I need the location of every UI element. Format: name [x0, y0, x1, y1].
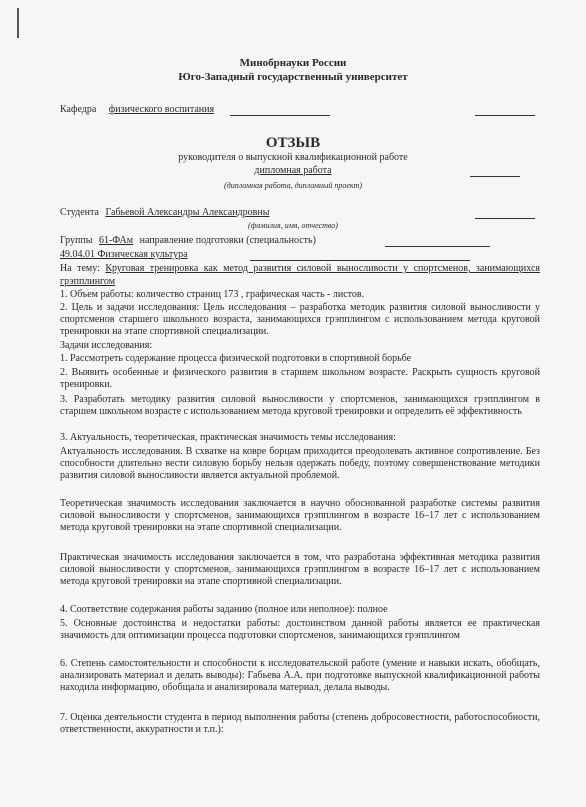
university-header: Юго-Западный государственный университет	[178, 71, 408, 83]
group-underline	[385, 246, 490, 247]
topic-label: На тему:	[60, 263, 100, 274]
item-task-3: 3. Разработать методику развития силовой выносливости у спортсменов, занимающихся грэпплингом в старшем школьном возрасте с использованием метода круговой тренировки и определить её эффективность	[60, 394, 540, 417]
student-label: Студента	[60, 207, 99, 218]
student-value: Габьевой Александры Александровны	[105, 207, 270, 218]
group-label: Группы	[60, 235, 93, 246]
group-value: 61-ФАм	[98, 235, 134, 246]
specialty: 49.04.01 Физическая культура	[60, 249, 188, 260]
work-type-hint: (дипломная работа, дипломный проект)	[223, 181, 363, 190]
scan-edge-mark	[17, 8, 19, 38]
topic-value: Круговая тренировка как метод развития силовой выносливости у спортсменов, занимающихся грэпплингом	[60, 263, 540, 287]
department-line	[60, 104, 224, 116]
work-type-underline-right	[470, 176, 520, 177]
specialty-underline	[250, 260, 470, 261]
item-volume: 1. Объем работы: количество страниц 173 , графическая часть - листов.	[60, 289, 365, 300]
doc-title: ОТЗЫВ	[265, 135, 321, 151]
department-value: физического воспитания	[108, 104, 215, 115]
group-line	[60, 235, 316, 247]
item-relevance-heading: 3. Актуальность, теоретическая, практическая значимость темы исследования:	[60, 432, 396, 443]
work-type: дипломная работа	[254, 165, 332, 176]
item-compliance: 4. Соответствие содержания работы заданию (полное или неполное): полное	[60, 604, 388, 615]
doc-subtitle: руководителя о выпускной квалификационной работе	[178, 152, 408, 163]
topic-line	[60, 262, 540, 288]
item-merits: 5. Основные достоинства и недостатки работы: достоинством данной работы является ее практическая значимость для оптимизации процесса подготовки спортсменов, занимающихся грэпплингом	[60, 618, 540, 641]
item-theoretical: Теоретическая значимость исследования заключается в научно обоснованной разработке системы развития силовой выносливости у спортсменов, занимающихся грэпплингом в возрасте 16–17 лет с использованием метода круговой тренировки на этапе спортивной специализации.	[60, 498, 540, 533]
item-practical: Практическая значимость исследования заключается в том, что разработана эффективная методика развития силовой выносливости у спортсменов, занимающихся грэпплингом в возрасте 16–17 лет с использованием метода круговой тренировки на этапе спортивной специализации.	[60, 552, 540, 587]
ministry-header: Минобрнауки России	[239, 57, 347, 69]
item-tasks-label: Задачи исследования:	[60, 340, 153, 351]
student-underline-right	[475, 218, 535, 219]
direction-label: направление подготовки (специальность)	[139, 235, 316, 246]
student-line	[60, 207, 269, 219]
item-task-1: 1. Рассмотреть содержание процесса физической подготовки в спортивной борьбе	[60, 353, 412, 364]
item-relevance: Актуальность исследования. В схватке на ковре борцам приходится преодолевать активное сопротивление. Без способности длительно вести силовую борьбу нельзя одержать победу, поэтому совершенствование методики развития силовой выносливости является актуальной проблемой.	[60, 446, 540, 481]
department-underline-right	[475, 115, 535, 116]
item-goal: 2. Цель и задачи исследования: Цель исследования – разработка методик развития силовой выносливости у спортсменов старшего школьного возраста, занимающихся грэпплингом с использованием метода круговой тренировки на этапе спортивной специализации.	[60, 302, 540, 337]
item-task-2: 2. Выявить особенные и физического развития в старшем школьном возрасте. Раскрыть сущность круговой тренировки.	[60, 367, 540, 390]
student-hint: (фамилия, имя, отчество)	[248, 221, 338, 230]
department-underline	[230, 115, 330, 116]
department-label: Кафедра	[60, 104, 97, 115]
item-independence: 6. Степень самостоятельности и способности к исследовательской работе (умение и навыки искать, обобщать, анализировать материал и делать выводы): Габьева А.А. при подготовке выпускной квалификационной работы находила информацию, обобщала и анализировала материал, делала выводы.	[60, 658, 540, 693]
item-assessment: 7. Оценка деятельности студента в период выполнения работы (степень добросовестности, работоспособности, ответственности, аккуратности и т.п.):	[60, 712, 540, 735]
